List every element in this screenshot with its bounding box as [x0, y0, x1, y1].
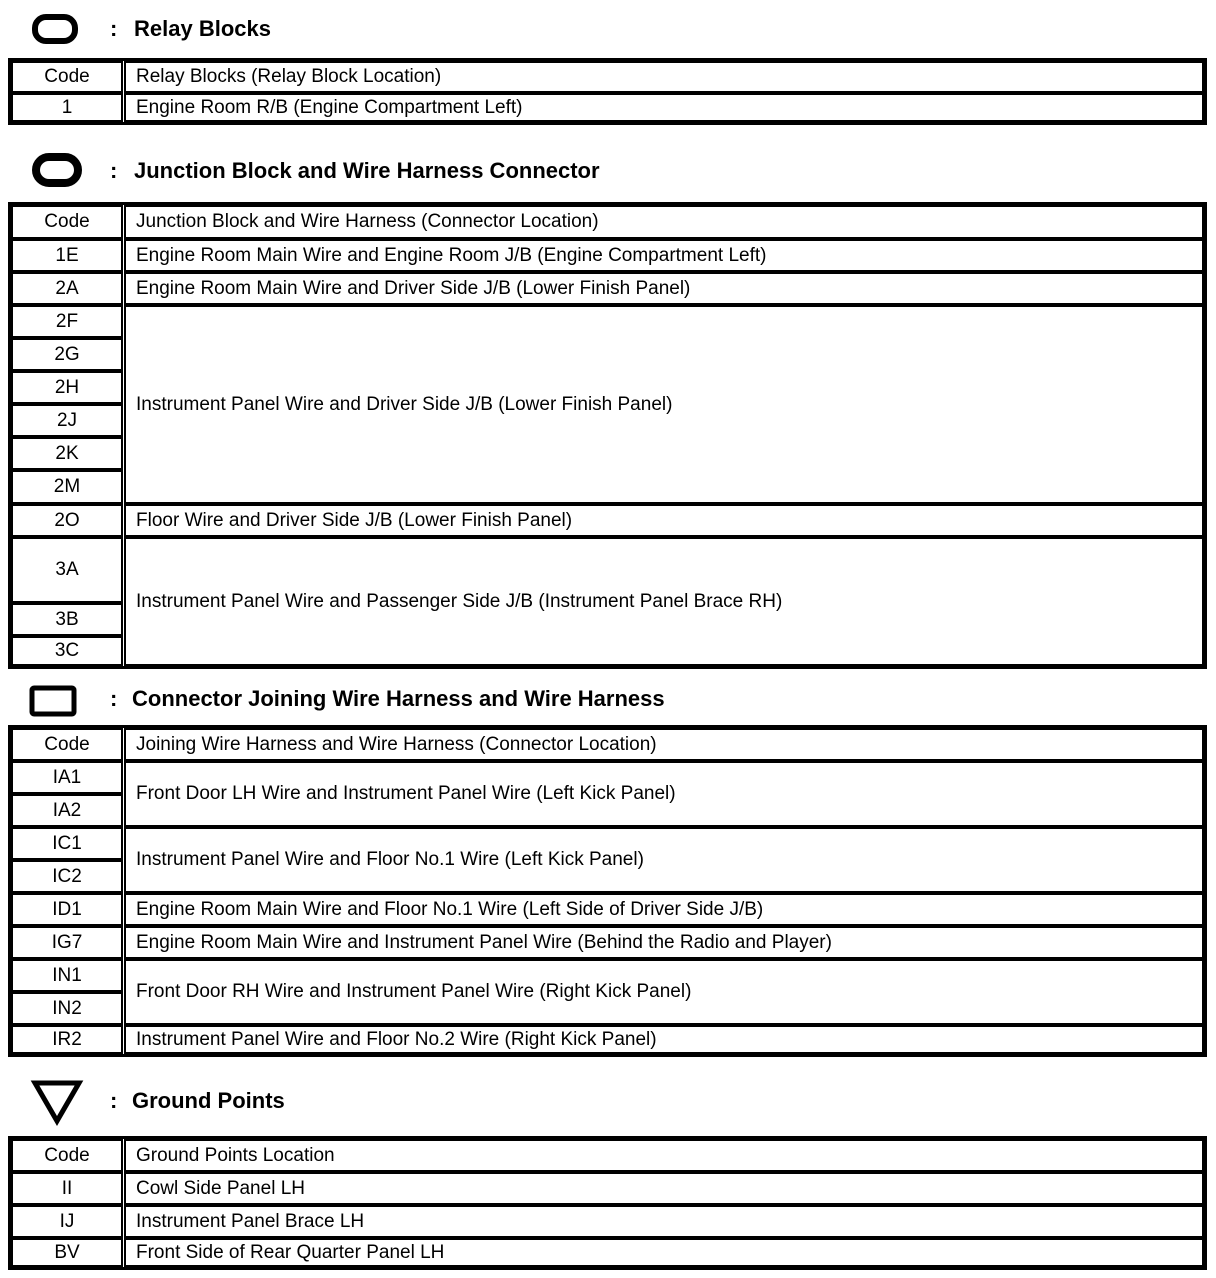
junction-header-code: Code	[11, 205, 123, 239]
relay-blocks-heading	[0, 8, 1216, 48]
junction-desc-cell: Floor Wire and Driver Side J/B (Lower Finish Panel)	[124, 504, 1204, 537]
ground-header-desc: Ground Points Location	[124, 1139, 1204, 1172]
connector-code-cell: IA1	[11, 761, 123, 794]
connector-table	[8, 725, 1207, 1057]
square-connector-icon	[28, 684, 78, 718]
connector-heading	[0, 680, 1216, 720]
ground-code-cell: IJ	[11, 1205, 123, 1238]
junction-desc-cell: Engine Room Main Wire and Driver Side J/B (Lower Finish Panel)	[124, 272, 1204, 305]
relay-table	[8, 58, 1207, 125]
relay-title: Relay Blocks	[134, 16, 271, 41]
junction-desc-cell: Instrument Panel Wire and Driver Side J/B (Lower Finish Panel)	[124, 305, 1204, 504]
connector-code-cell: IC2	[11, 860, 123, 893]
rounded-rect-bold-icon	[30, 151, 84, 189]
connector-desc-cell: Front Door RH Wire and Instrument Panel Wire (Right Kick Panel)	[124, 959, 1204, 1025]
connector-desc-cell: Engine Room Main Wire and Instrument Panel Wire (Behind the Radio and Player)	[124, 926, 1204, 959]
ground-desc-cell: Front Side of Rear Quarter Panel LH	[124, 1238, 1204, 1267]
junction-colon: :	[110, 158, 118, 183]
junction-header-desc: Junction Block and Wire Harness (Connector Location)	[124, 205, 1204, 239]
ground-code-cell: BV	[11, 1238, 123, 1267]
connector-header-desc: Joining Wire Harness and Wire Harness (Connector Location)	[124, 728, 1204, 761]
junction-code-cell: 3C	[11, 636, 123, 666]
relay-colon: :	[110, 16, 118, 41]
junction-code-cell: 3A	[11, 537, 123, 603]
connector-desc-cell: Engine Room Main Wire and Floor No.1 Wire (Left Side of Driver Side J/B)	[124, 893, 1204, 926]
connector-code-cell: IC1	[11, 827, 123, 860]
junction-code-cell: 2H	[11, 371, 123, 404]
connector-header-code: Code	[11, 728, 123, 761]
connector-colon: :	[110, 686, 118, 711]
ground-desc-cell: Cowl Side Panel LH	[124, 1172, 1204, 1205]
connector-code-cell: IN1	[11, 959, 123, 992]
junction-title: Junction Block and Wire Harness Connector	[134, 158, 600, 183]
connector-desc-cell: Front Door LH Wire and Instrument Panel Wire (Left Kick Panel)	[124, 761, 1204, 827]
ground-code-cell: II	[11, 1172, 123, 1205]
connector-desc-cell: Instrument Panel Wire and Floor No.2 Wire (Right Kick Panel)	[124, 1025, 1204, 1054]
connector-code-cell: IG7	[11, 926, 123, 959]
relay-desc-cell: Engine Room R/B (Engine Compartment Left)	[124, 93, 1204, 122]
connector-code-cell: IN2	[11, 992, 123, 1025]
junction-code-cell: 2K	[11, 437, 123, 470]
junction-code-cell: 2F	[11, 305, 123, 338]
ground-desc-cell: Instrument Panel Brace LH	[124, 1205, 1204, 1238]
ground-table	[8, 1136, 1207, 1270]
junction-code-cell: 3B	[11, 603, 123, 636]
ground-heading	[0, 1076, 1216, 1126]
junction-code-cell: 1E	[11, 239, 123, 272]
relay-code-cell: 1	[11, 93, 123, 122]
ground-title: Ground Points	[132, 1088, 285, 1113]
junction-code-cell: 2G	[11, 338, 123, 371]
connector-code-cell: IA2	[11, 794, 123, 827]
relay-header-code: Code	[11, 61, 123, 93]
junction-code-cell: 2A	[11, 272, 123, 305]
junction-desc-cell: Instrument Panel Wire and Passenger Side J/B (Instrument Panel Brace RH)	[124, 537, 1204, 666]
rounded-rect-thick-icon	[30, 12, 80, 46]
connector-code-cell: IR2	[11, 1025, 123, 1054]
ground-header-code: Code	[11, 1139, 123, 1172]
ground-colon: :	[110, 1088, 118, 1113]
ground-triangle-icon	[30, 1078, 84, 1126]
junction-table	[8, 202, 1207, 669]
junction-heading	[0, 150, 1216, 190]
connector-desc-cell: Instrument Panel Wire and Floor No.1 Wire (Left Kick Panel)	[124, 827, 1204, 893]
connector-code-cell: ID1	[11, 893, 123, 926]
junction-code-cell: 2O	[11, 504, 123, 537]
junction-code-cell: 2M	[11, 470, 123, 504]
connector-title: Connector Joining Wire Harness and Wire Harness	[132, 686, 665, 711]
junction-code-cell: 2J	[11, 404, 123, 437]
relay-header-desc: Relay Blocks (Relay Block Location)	[124, 61, 1204, 93]
junction-desc-cell: Engine Room Main Wire and Engine Room J/B (Engine Compartment Left)	[124, 239, 1204, 272]
